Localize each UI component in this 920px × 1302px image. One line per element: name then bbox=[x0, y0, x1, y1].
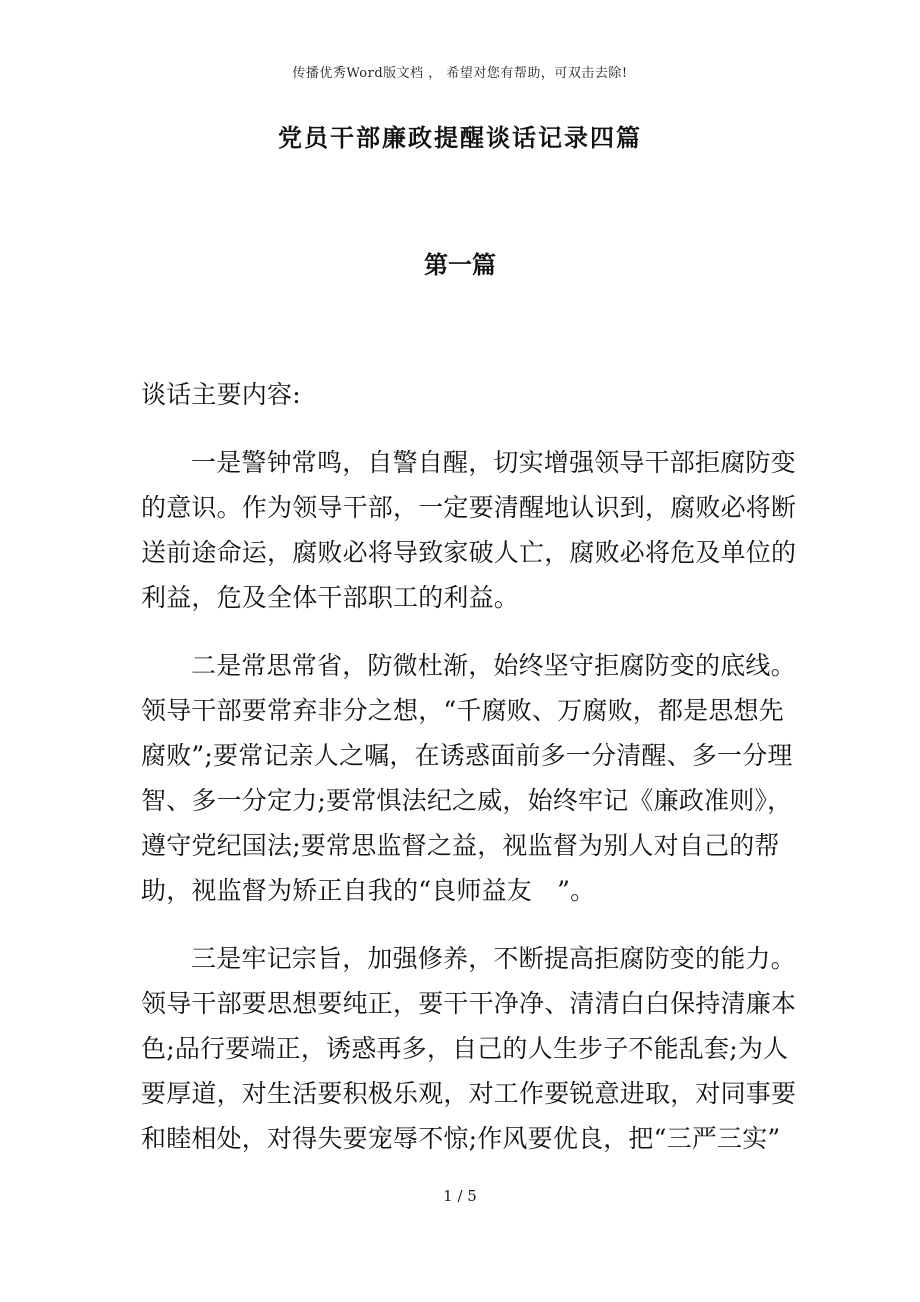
body-paragraph-2: 二是常思常省，防微杜渐，始终坚守拒腐防变的底线。领导干部要常弃非分之想，“千腐败、万腐败，都是思想先腐败”;要常记亲人之嘱，在诱惑面前多一分清醒、多一分理智、多一分定力;要常惧法纪之威，始终牢记《廉政准则》，遵守党纪国法;要常思监督之益，视监督为别人对自己的帮助，视监督为矫正自我的“良师益友 ”。 bbox=[141, 651, 796, 905]
document-title: 党员干部廉政提醒谈话记录四篇 bbox=[278, 124, 642, 152]
header-note: 传播优秀Word版文档 ， 希望对您有帮助，可双击去除! bbox=[292, 66, 628, 81]
body-paragraph-1: 一是警钟常鸣，自警自醒，切实增强领导干部拒腐防变的意识。作为领导干部，一定要清醒地认识到，腐败必将断送前途命运，腐败必将导致家破人亡，腐败必将危及单位的利益，危及全体干部职工的利益。 bbox=[141, 448, 797, 612]
page-number: 1 / 5 bbox=[443, 1187, 477, 1205]
section-title: 第一篇 bbox=[424, 251, 496, 279]
body-paragraph-3: 三是牢记宗旨，加强修养，不断提高拒腐防变的能力。领导干部要思想要纯正，要干干净净、清清白白保持清廉本色;品行要端正，诱惑再多，自己的人生步子不能乱套;为人要厚道，对生活要积极乐观，对工作要锐意进取，对同事要和睦相处，对得失要宠辱不惊;作风要优良，把“三严三实” bbox=[141, 944, 797, 1153]
document-body bbox=[141, 372, 801, 1184]
lead-paragraph: 谈话主要内容: bbox=[141, 380, 301, 409]
